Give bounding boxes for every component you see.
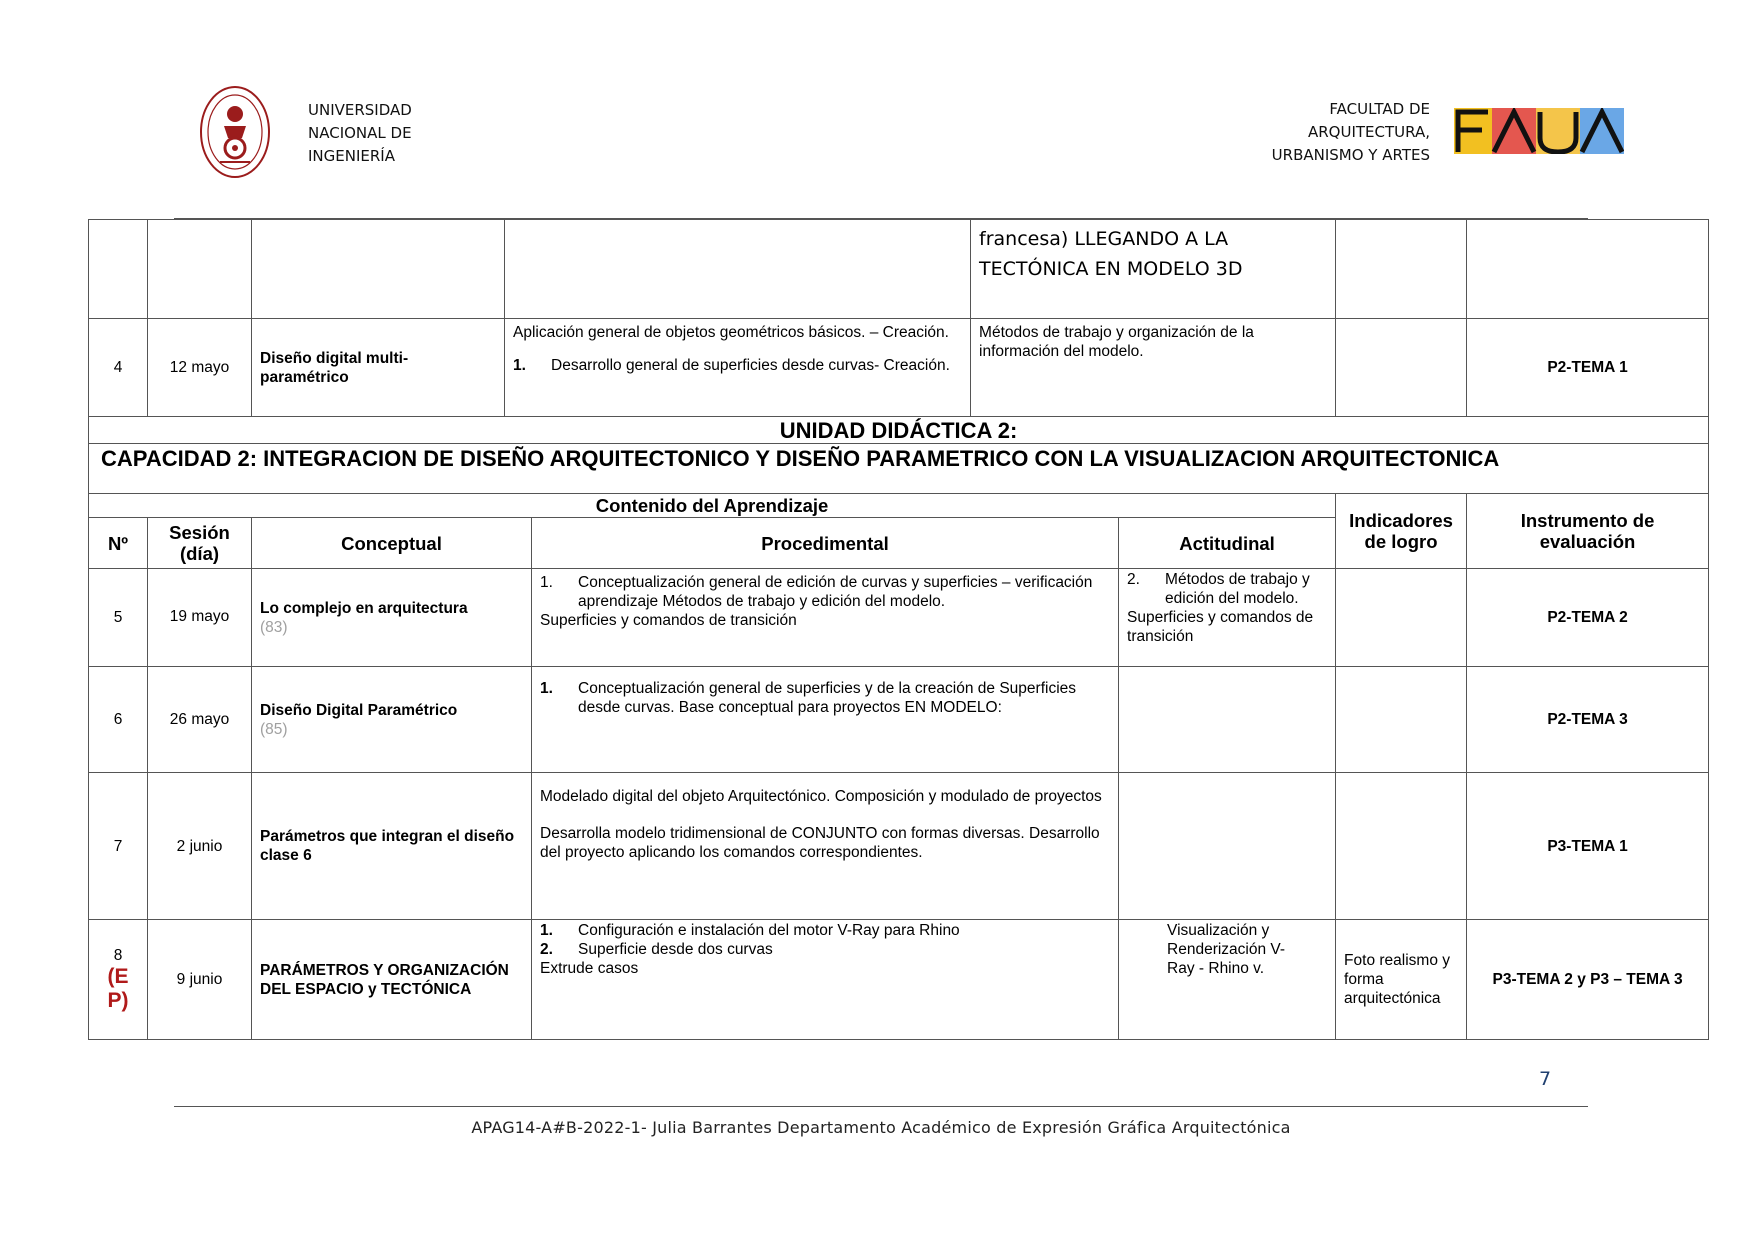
list-item: 1. Configuración e instalación del motor V-Ray para Rhino — [540, 922, 960, 939]
list-item: 2. Superficie desde dos curvas — [540, 941, 773, 958]
faculty-header — [1272, 98, 1624, 167]
actitudinal-cell: Visualización y Renderización V-Ray - Rhino v. — [1119, 920, 1336, 1040]
actitudinal-header: Actitudinal — [1119, 518, 1336, 569]
procedimental-cell — [532, 667, 1119, 773]
instrument-cell: P2-TEMA 2 — [1467, 569, 1709, 667]
concept-note: (85) — [260, 720, 288, 738]
indicator-cell: Foto realismo y forma arquitectónica — [1336, 920, 1467, 1040]
conceptual-header: Conceptual — [252, 518, 532, 569]
session-number: 6 — [89, 667, 148, 773]
page-number: 7 — [1539, 1068, 1552, 1090]
content-header: Contenido del Aprendizaje — [89, 494, 1336, 518]
conceptual-cell: Parámetros que integran el diseño clase 6 — [252, 773, 532, 920]
procedimental-cell: Aplicación general de objetos geométricos básicos. – Creación. 1. Desarrollo general de superficies desde curvas- Creación. — [505, 319, 971, 417]
actitudinal-cell: 2. Métodos de trabajo y edición del modelo. Superficies y comandos de transición — [1119, 569, 1336, 667]
procedimental-cell: Modelado digital del objeto Arquitectónico. Composición y modulado de proyectos Desarrolla modelo tridimensional de CONJUNTO con formas diversas. Desarrollo del proyecto aplicando los comandos correspondientes. — [532, 773, 1119, 920]
table-row — [89, 920, 1709, 1040]
university-seal-icon — [198, 84, 272, 180]
list-item: 1. Conceptualización general de edición de curvas y superficies – verificación aprendizaje Métodos de trabajo y edición del modelo. — [540, 574, 1093, 610]
table-row — [89, 220, 1709, 319]
exam-badge: (E P) — [107, 965, 129, 1012]
conceptual-cell: Diseño Digital Paramétrico (85) — [252, 667, 532, 773]
university-header — [198, 84, 412, 180]
instrument-cell: P3-TEMA 1 — [1467, 773, 1709, 920]
session-date: 26 mayo — [148, 667, 252, 773]
conceptual-cell: PARÁMETROS Y ORGANIZACIÓN DEL ESPACIO y TECTÓNICA — [252, 920, 532, 1040]
number-header: Nº — [89, 518, 148, 569]
session-date: 12 mayo — [148, 319, 252, 417]
table-row — [89, 319, 1709, 417]
capacity-row — [89, 444, 1709, 494]
session-number: 4 — [89, 319, 148, 417]
table-row — [89, 773, 1709, 920]
faculty-name: FACULTAD DE ARQUITECTURA, URBANISMO Y ARTES — [1271, 100, 1430, 164]
session-number: 8 (E P) — [89, 920, 148, 1040]
table-row — [89, 667, 1709, 773]
capacity-title: CAPACIDAD 2: INTEGRACION DE DISEÑO ARQUITECTONICO Y DISEÑO PARAMETRICO CON LA VISUALIZACION ARQUITECTONICA — [89, 444, 1709, 494]
header-row — [89, 494, 1709, 518]
unit-title: UNIDAD DIDÁCTICA 2: — [89, 417, 1709, 444]
list-item: 2. Métodos de trabajo y edición del modelo. — [1127, 571, 1310, 607]
instrument-cell: P2-TEMA 1 — [1467, 319, 1709, 417]
procedimental-cell: 1. Configuración e instalación del motor V-Ray para Rhino 2. Superficie desde dos curvas Extrude casos — [532, 920, 1119, 1040]
footer-text: APAG14-A#B-2022-1- Julia Barrantes Departamento Académico de Expresión Gráfica Arquitectónica — [471, 1118, 1291, 1137]
instrument-cell: P2-TEMA 3 — [1467, 667, 1709, 773]
list-item: 1. Conceptualización general de superficies y de la creación de Superficies desde curvas. Base conceptual para proyectos EN MODELO: — [540, 680, 1077, 716]
session-date: 19 mayo — [148, 569, 252, 667]
session-date: 9 junio — [148, 920, 252, 1040]
footer-rule — [174, 1106, 1588, 1107]
session-number: 7 — [89, 773, 148, 920]
table-row — [89, 569, 1709, 667]
actitudinal-cell: francesa) LLEGANDO A LA TECTÓNICA EN MODELO 3D — [971, 220, 1336, 319]
actitudinal-cell: Métodos de trabajo y organización de la información del modelo. — [971, 319, 1336, 417]
syllabus-table — [88, 219, 1709, 1040]
procedimental-header: Procedimental — [532, 518, 1119, 569]
instrument-header: Instrumento de evaluación — [1467, 494, 1709, 569]
session-date: 2 junio — [148, 773, 252, 920]
procedimental-cell: 1. Conceptualización general de edición de curvas y superficies – verificación aprendizaje Métodos de trabajo y edición del modelo. Superficies y comandos de transición — [532, 569, 1119, 667]
indicators-header: Indicadores de logro — [1336, 494, 1467, 569]
session-header: Sesión (día) — [148, 518, 252, 569]
list-item: 1. Desarrollo general de superficies desde curvas- Creación. — [513, 357, 950, 374]
instrument-cell: P3-TEMA 2 y P3 – TEMA 3 — [1467, 920, 1709, 1040]
conceptual-cell: Diseño digital multi-paramétrico — [252, 319, 505, 417]
session-number: 5 — [89, 569, 148, 667]
unit-row — [89, 417, 1709, 444]
concept-note: (83) — [260, 618, 288, 636]
conceptual-cell: Lo complejo en arquitectura (83) — [252, 569, 532, 667]
university-name: UNIVERSIDAD NACIONAL DE INGENIERÍA — [308, 101, 412, 165]
faua-logo-icon — [1454, 108, 1624, 154]
